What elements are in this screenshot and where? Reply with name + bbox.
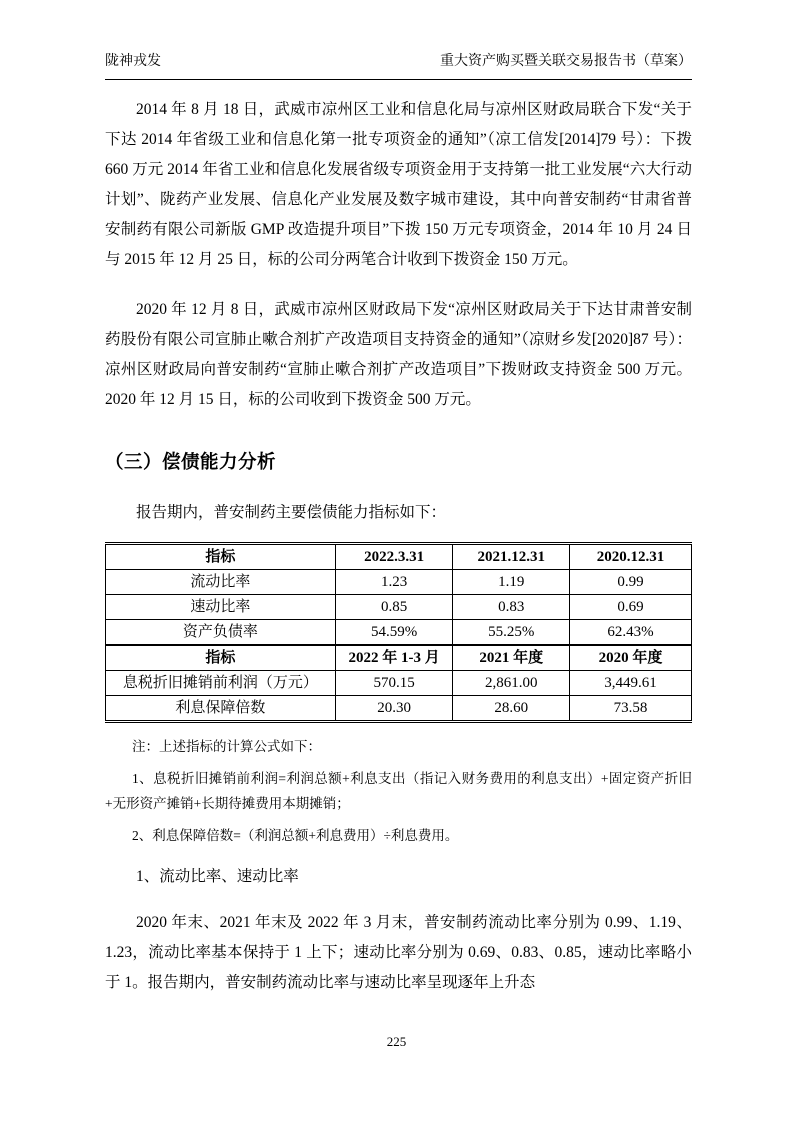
paragraph-subsidy-2020: 2020 年 12 月 8 日，武威市凉州区财政局下发“凉州区财政局关于下达甘肃普安制药股份有限公司宣肺止嗽合剂扩产改造项目支持资金的通知”（凉财乡发[2020]87 号）：凉州区财政局向普安制药“宣肺止嗽合剂扩产改造项目”下拨财政支持资金 500 万元。2020 年 12 月 15 日，标的公司收到下拨资金 500 万元。 bbox=[105, 301, 692, 408]
value-cell: 54.59% bbox=[335, 620, 453, 646]
table-row bbox=[106, 595, 692, 620]
header-cell: 2020.12.31 bbox=[570, 544, 692, 570]
row-label: 利息保障倍数 bbox=[106, 696, 336, 722]
header-cell: 2021 年度 bbox=[453, 645, 570, 671]
value-cell: 0.99 bbox=[570, 570, 692, 595]
table-row bbox=[106, 620, 692, 646]
table-row bbox=[106, 570, 692, 595]
table-row bbox=[106, 696, 692, 722]
header-cell: 2022.3.31 bbox=[335, 544, 453, 570]
note-item-1: 1、息税折旧摊销前利润=利润总额+利息支出（指记入财务费用的利息支出）+固定资产折旧+无形资产摊销+长期待摊费用本期摊销； bbox=[105, 771, 692, 811]
value-cell: 55.25% bbox=[453, 620, 570, 646]
paragraph-subsidy-2014: 2014 年 8 月 18 日，武威市凉州区工业和信息化局与凉州区财政局联合下发“关于下达 2014 年省级工业和信息化第一批专项资金的通知”（凉工信发[2014]79 号）：下拨 660 万元 2014 年省工业和信息化发展省级专项资金用于支持第一批工业发展“六大行动计划”、陇药产业发展、信息化产业发展及数字城市建设，其中向普安制药“甘肃省普安制药有限公司新版 GMP 改造提升项目”下拨 150 万元专项资金，2014 年 10 月 24 日与 2015 年 12 月 25 日，标的公司分两笔合计收到下拨资金 150 万元。 bbox=[105, 101, 692, 268]
note-intro: 注：上述指标的计算公式如下： bbox=[132, 739, 321, 754]
table-lead-in: 报告期内，普安制药主要偿债能力指标如下： bbox=[136, 504, 447, 521]
table-header-row bbox=[106, 544, 692, 570]
value-cell: 0.69 bbox=[570, 595, 692, 620]
paragraph-ratio-analysis: 2020 年末、2021 年末及 2022 年 3 月末，普安制药流动比率分别为 0.99、1.19、1.23，流动比率基本保持于 1 上下；速动比率分别为 0.69、0.83、0.85，速动比率略小于 1。报告期内，普安制药流动比率与速动比率呈现逐年上升态 bbox=[105, 914, 692, 991]
header-cell: 指标 bbox=[106, 544, 336, 570]
row-label: 息税折旧摊销前利润（万元） bbox=[106, 671, 336, 696]
value-cell: 62.43% bbox=[570, 620, 692, 646]
table-header-row bbox=[106, 645, 692, 671]
note-item-2: 2、利息保障倍数=（利润总额+利息费用）÷利息费用。 bbox=[132, 828, 459, 843]
value-cell: 2,861.00 bbox=[453, 671, 570, 696]
header-cell: 2021.12.31 bbox=[453, 544, 570, 570]
value-cell: 28.60 bbox=[453, 696, 570, 722]
table-row bbox=[106, 671, 692, 696]
section-heading-solvency-analysis: （三）偿债能力分析 bbox=[105, 451, 277, 472]
solvency-indicators-table bbox=[105, 542, 692, 723]
running-header bbox=[105, 0, 692, 80]
value-cell: 0.85 bbox=[335, 595, 453, 620]
value-cell: 73.58 bbox=[570, 696, 692, 722]
value-cell: 1.23 bbox=[335, 570, 453, 595]
row-label: 资产负债率 bbox=[106, 620, 336, 646]
header-left-title: 陇神戎发 bbox=[105, 54, 161, 69]
header-cell: 指标 bbox=[106, 645, 336, 671]
header-cell: 2020 年度 bbox=[570, 645, 692, 671]
value-cell: 0.83 bbox=[453, 595, 570, 620]
value-cell: 570.15 bbox=[335, 671, 453, 696]
row-label: 流动比率 bbox=[106, 570, 336, 595]
header-right-title: 重大资产购买暨关联交易报告书（草案） bbox=[440, 54, 692, 69]
row-label: 速动比率 bbox=[106, 595, 336, 620]
value-cell: 20.30 bbox=[335, 696, 453, 722]
subsection-heading-ratios: 1、流动比率、速动比率 bbox=[136, 868, 299, 885]
page-number: 225 bbox=[386, 1034, 407, 1049]
header-cell: 2022 年 1-3 月 bbox=[335, 645, 453, 671]
value-cell: 1.19 bbox=[453, 570, 570, 595]
value-cell: 3,449.61 bbox=[570, 671, 692, 696]
